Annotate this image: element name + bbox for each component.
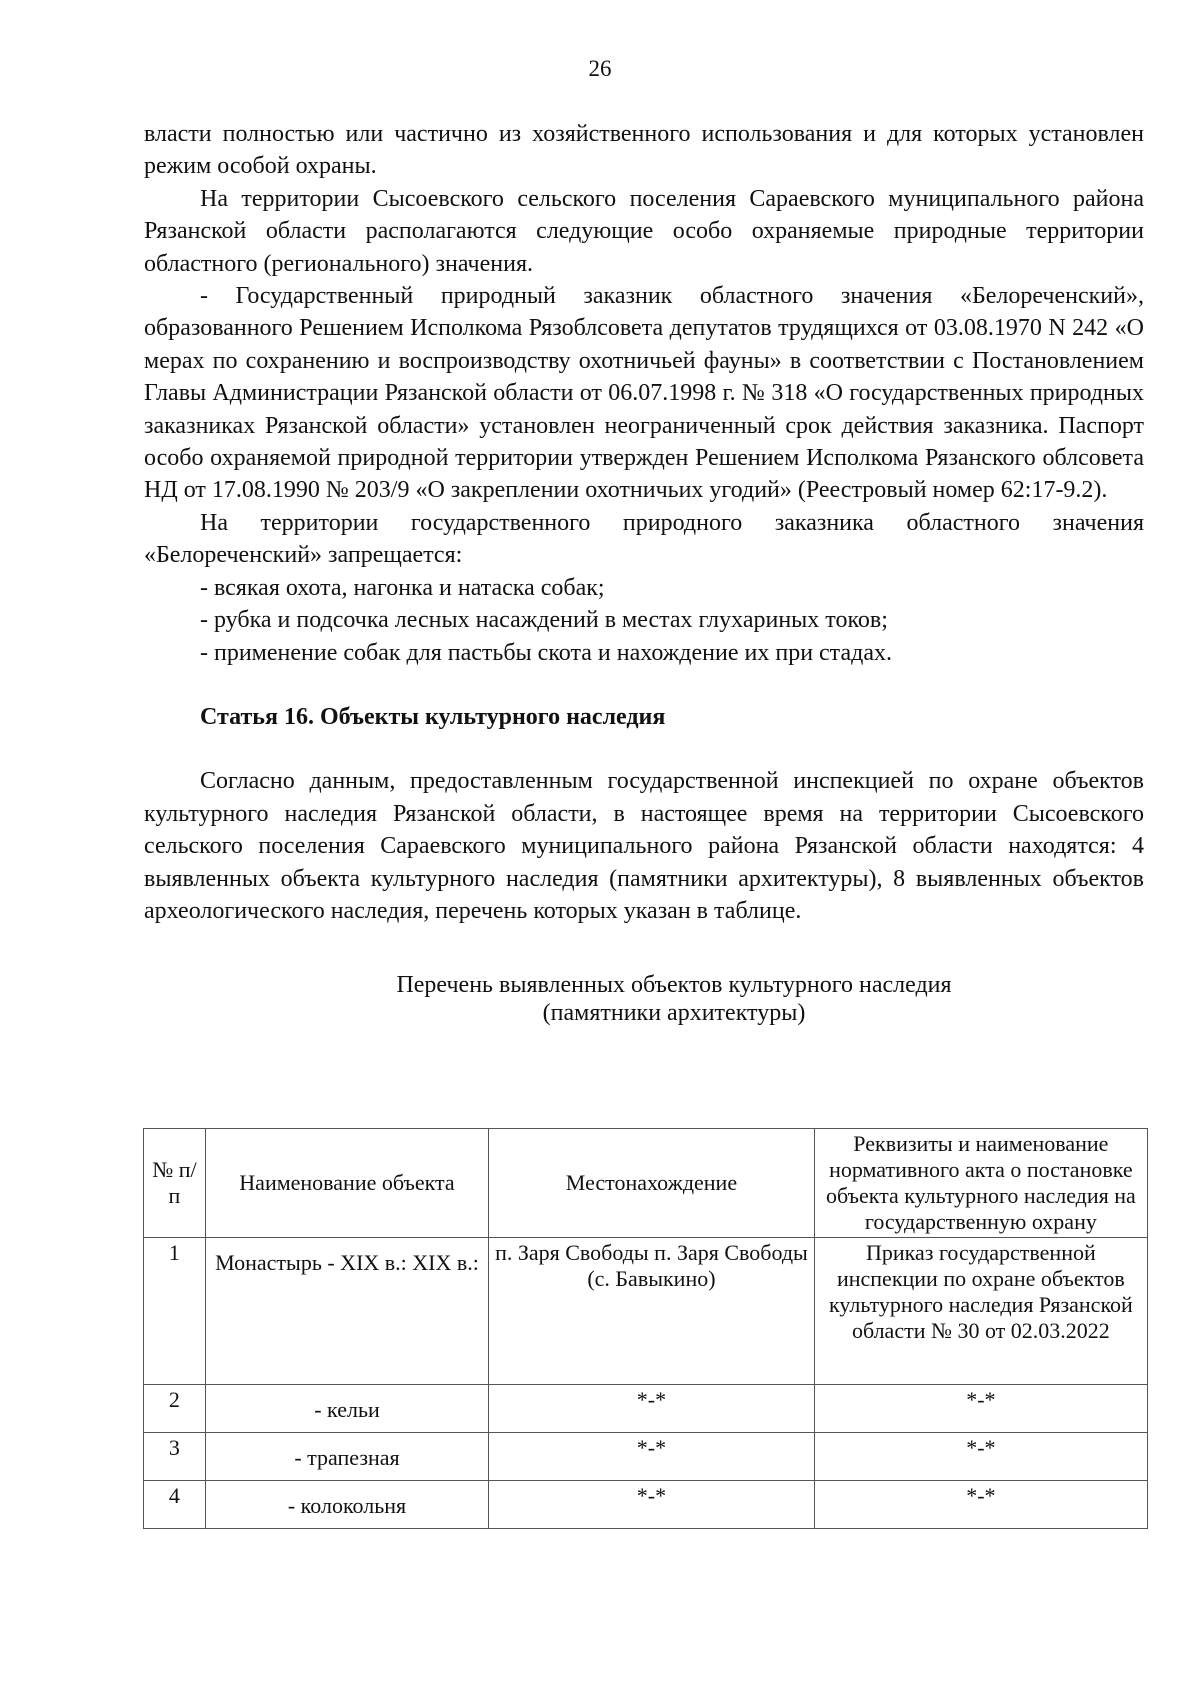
cell-requisites: *-* [814, 1481, 1147, 1529]
cell-requisites: *-* [814, 1385, 1147, 1433]
paragraph: На территории государственного природного заказника областного значения «Белореченский» запрещается: [144, 509, 1144, 569]
document-body [144, 118, 1144, 1027]
table-caption [144, 971, 1144, 1027]
cell-name [205, 1238, 488, 1385]
list-item: - применение собак для пастьбы скота и нахождение их при стадах. [200, 639, 892, 666]
cell-num: 2 [144, 1385, 206, 1433]
cell-name [205, 1433, 488, 1481]
cell-name [205, 1385, 488, 1433]
heritage-table [143, 1128, 1148, 1529]
page-number: 26 [588, 56, 612, 81]
cell-num: 4 [144, 1481, 206, 1529]
paragraph: Согласно данным, предоставленным государственной инспекцией по охране объектов культурного наследия Рязанской области, в настоящее время на территории Сысоевского сельского поселения Сараевского муниципального района Рязанской области находятся: 4 выявленных объекта культурного наследия (памятники архитектуры), 8 выявленных объектов археологического наследия, перечень которых указан в таблице. [144, 768, 1144, 924]
cell-location: *-* [489, 1433, 815, 1481]
table-row [144, 1481, 1148, 1529]
object-name: - колокольня [287, 1493, 407, 1518]
list-item: - рубка и подсочка лесных насаждений в местах глухариных токов; [200, 607, 888, 634]
table-caption-line2: (памятники архитектуры) [542, 1000, 806, 1027]
cell-location: *-* [489, 1481, 815, 1529]
cell-num: 3 [144, 1433, 206, 1481]
object-name: - кельи [314, 1397, 380, 1422]
section-heading: Статья 16. Объекты культурного наследия [200, 703, 666, 730]
cell-location: *-* [489, 1385, 815, 1433]
cell-location: п. Заря Свободы п. Заря Свободы (с. Бавыкино) [489, 1238, 815, 1385]
paragraph: На территории Сысоевского сельского поселения Сараевского муниципального района Рязанской области располагаются следующие особо охраняемые природные территории областного (регионального) значения. [144, 185, 1144, 277]
header-name: Наименование объекта [205, 1129, 488, 1238]
table-row [144, 1433, 1148, 1481]
table-header-row [144, 1129, 1148, 1238]
list-item: - всякая охота, нагонка и натаска собак; [200, 574, 605, 601]
table-row [144, 1238, 1148, 1385]
header-num: № п/п [144, 1129, 206, 1238]
table-caption-line1: Перечень выявленных объектов культурного наследия [396, 972, 952, 999]
paragraph: власти полностью или частично из хозяйственного использования и для которых установлен режим особой охраны. [144, 121, 1144, 180]
object-name: - трапезная [294, 1445, 400, 1470]
cell-name [205, 1481, 488, 1529]
paragraph: - Государственный природный заказник областного значения «Белореченский», образованного Решением Исполкома Рязоблсовета депутатов трудящихся от 03.08.1970 N 242 «О мерах по сохранению и воспроизводству охотничьей фауны» в соответствии с Постановлением Главы Администрации Рязанской области от 06.07.1998 г. № 318 «О государственных природных заказниках Рязанской области» установлен неограниченный срок действия заказника. Паспорт особо охраняемой природной территории утвержден Решением Исполкома Рязанского облсовета НД от 17.08.1990 № 203/9 «О закреплении охотничьих угодий» (Реестровый номер 62:17-9.2). [144, 283, 1144, 504]
table-row [144, 1385, 1148, 1433]
cell-num: 1 [144, 1238, 206, 1385]
header-location: Местонахождение [489, 1129, 815, 1238]
cell-requisites: Приказ государственной инспекции по охране объектов культурного наследия Рязанской области № 30 от 02.03.2022 [814, 1238, 1147, 1385]
cell-requisites: *-* [814, 1433, 1147, 1481]
header-requisites: Реквизиты и наименование нормативного акта о постановке объекта культурного наследия на государственную охрану [814, 1129, 1147, 1238]
object-name: Монастырь - XIX в.: XIX в.: [215, 1250, 479, 1275]
